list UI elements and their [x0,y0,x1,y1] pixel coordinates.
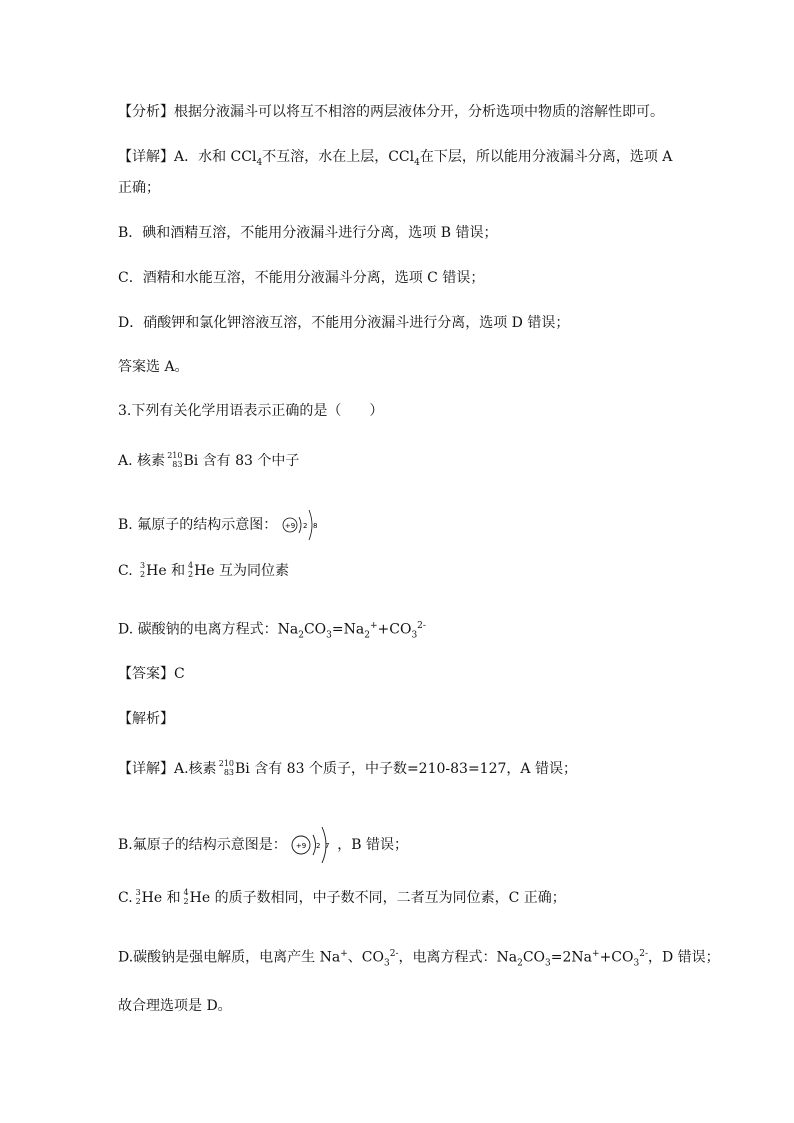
isotope-notation [185,561,194,581]
detail2-d-text: CO [522,949,546,966]
detail2-option-c [118,888,566,908]
option-a-text: A. 核素 [118,453,170,469]
atomic-number: 2 [187,570,194,579]
atomic-number: 2 [135,897,141,906]
detail2-d-text: ，电离方程式：Na [398,949,518,966]
detail2-option-a [118,759,577,779]
option-d-text: =Na [331,621,365,638]
question-option-d [118,616,426,645]
subscript: 3 [326,630,332,641]
subscript: 3 [545,958,551,969]
electron-shell-2: 8 [312,522,318,530]
mass-number: 210 [218,759,235,768]
atomic-number: 2 [183,897,189,906]
detail1-a-text: 在下层，所以能用分液漏斗分离，选项 A [419,149,673,165]
analysis-text: 根据分液漏斗可以将互不相溶的两层液体分开，分析选项中物质的溶解性即可。 [174,104,664,120]
detail2-d-text: ，D 错误； [648,949,720,966]
option-c-text: 互为同位素 [214,563,290,579]
question-option-c [118,561,289,581]
detail2-d-text: +CO [599,949,634,966]
detail2-d-text: =2Na [550,949,593,966]
detail2-option-d [118,944,720,973]
detail1-option-c: C．酒精和水能互溶，不能用分液漏斗分离，选项 C 错误； [118,270,485,286]
atomic-number: 83 [172,460,183,469]
mass-number: 210 [167,451,183,460]
isotope-notation [133,888,142,908]
element-symbol: He [194,563,215,579]
element-symbol: Bi [183,453,199,469]
element-symbol: He [146,563,167,579]
superscript: 2- [417,621,426,631]
element-symbol: He [189,890,211,906]
detail1-option-a-cont: 正确； [118,180,160,196]
detail1-a-text: 不互溶，水在上层，CCl [262,149,415,165]
detail2-c-text: 的质子数相同，中子数不同，二者互为同位素，C 正确； [210,890,566,906]
option-b-text: B. 氟原子的结构示意图： [118,517,278,533]
nucleus-charge: +9 [296,842,307,850]
superscript: + [340,949,348,959]
atomic-number: 83 [223,768,235,777]
subscript: 3 [411,630,418,641]
subscript: 4 [414,157,420,168]
electron-shell-2: 7 [325,842,330,850]
detail2-conclusion: 故合理选项是 D。 [118,998,232,1014]
superscript: 2- [639,949,648,959]
superscript: + [592,949,600,959]
subscript: 2 [298,630,304,641]
analysis-tag: 【分析】 [118,104,174,120]
subscript: 2 [364,630,370,641]
detail2-c-text: C. [118,890,133,906]
option-d-text: D. 碳酸钠的电离方程式：Na [118,621,299,638]
detail2-b-text: ，B 错误； [337,837,408,853]
isotope-notation [137,561,146,581]
isotope-notation [218,759,235,779]
detail2-d-text: D.碳酸钠是强电解质，电离产生 Na [118,949,341,966]
detail1-a-text: A．水和 CCl [174,149,257,165]
mass-number: 4 [187,561,194,570]
option-a-text: 含有 83 个中子 [198,453,300,469]
subscript: 3 [383,958,390,969]
detail2-b-text: B.氟原子的结构示意图是： [118,837,287,853]
mass-number: 3 [135,888,141,897]
detail2-c-text: 和 [162,890,181,906]
fluorine-atom-structure-diagram [282,507,326,543]
fluorine-atom-structure-diagram [291,823,337,867]
detail1-answer: 答案选 A。 [118,359,189,375]
subscript: 2 [517,958,523,969]
mass-number: 4 [183,888,189,897]
option-c-text: C. [118,563,138,579]
isotope-notation [181,888,190,908]
electron-shell-1: 2 [316,842,321,850]
subscript: 4 [256,157,263,168]
atomic-number: 2 [140,570,146,579]
question-option-a [118,451,299,471]
question-stem: 3.下列有关化学用语表示正确的是（ ） [118,403,384,419]
detail2-option-b [118,823,408,867]
explain-label: 【解析】 [118,711,174,727]
isotope-notation [169,451,183,471]
superscript: + [369,621,378,631]
detail2-d-text: 、CO [347,949,384,966]
detail1-option-a [118,147,672,173]
option-c-text: 和 [166,563,186,579]
analysis-paragraph [118,102,664,122]
option-d-text: CO [303,621,327,638]
element-symbol: He [141,890,163,906]
mass-number: 3 [140,561,146,570]
answer-label: 【答案】C [118,666,185,682]
detail1-tag: 【详解】 [118,149,174,165]
detail1-option-d: D．硝酸钾和氯化钾溶液互溶，不能用分液漏斗进行分离，选项 D 错误； [118,315,570,331]
option-d-text: +CO [377,621,412,638]
question-option-b [118,507,326,543]
superscript: 2- [389,949,399,959]
subscript: 3 [633,958,640,969]
element-symbol: Bi [235,761,250,777]
detail2-a-text: 【详解】A.核素 [118,761,222,777]
detail2-a-text: 含有 83 个质子，中子数=210-83=127，A 错误； [249,761,577,777]
nucleus-charge: +9 [284,522,295,530]
electron-shell-1: 2 [302,522,308,530]
detail1-option-b: B．碘和酒精互溶，不能用分液漏斗进行分离，选项 B 错误； [118,225,498,241]
